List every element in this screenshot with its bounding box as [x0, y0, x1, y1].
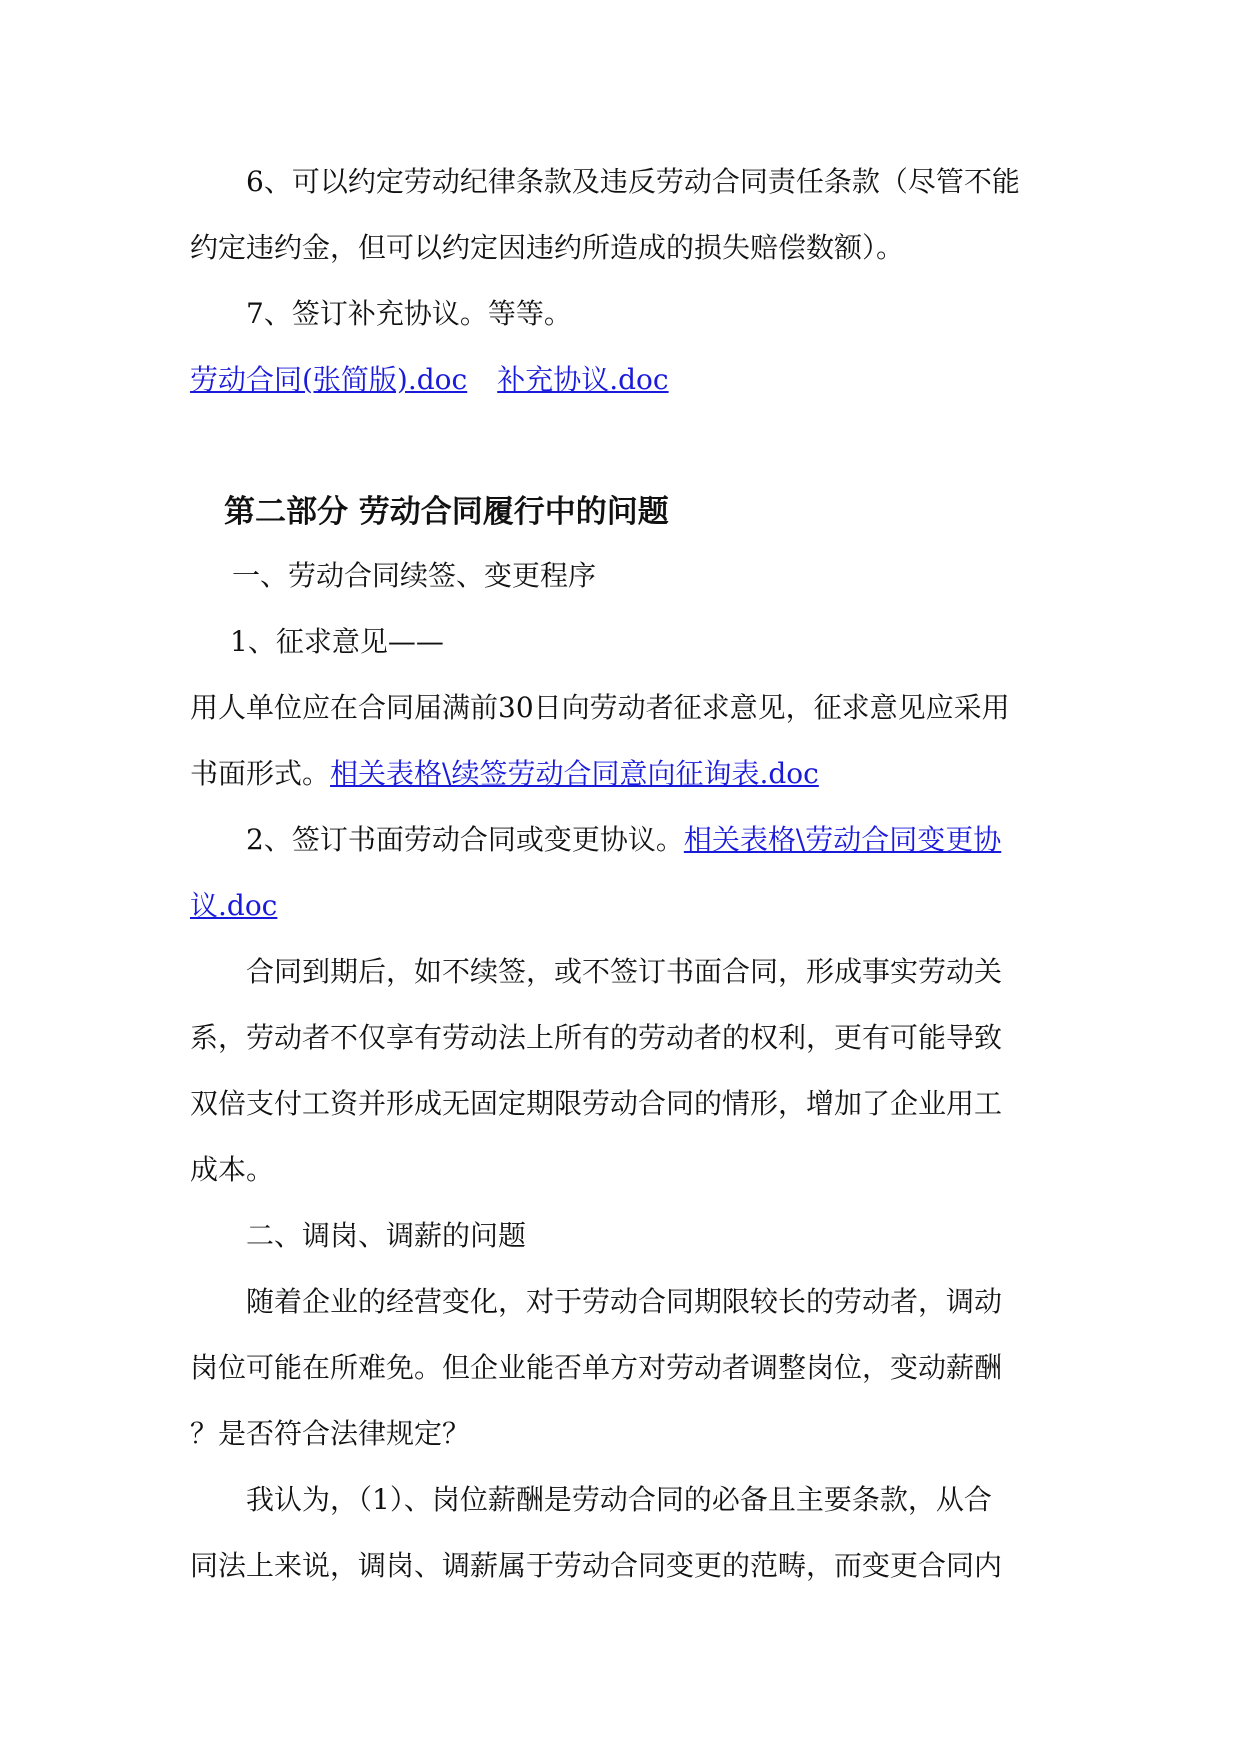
step-1-line-1: 用人单位应在合同届满前30日向劳动者征求意见，征求意见应采用 [190, 691, 1010, 724]
opinion-para-line-1: 我认为，（1）、岗位薪酬是劳动合同的必备且主要条款，从合 [246, 1483, 992, 1516]
section-1-title: 一、劳动合同续签、变更程序 [232, 559, 597, 592]
step-1-title: 1、征求意见—— [230, 625, 444, 658]
part-2-heading: 第二部分 劳动合同履行中的问题 [224, 494, 669, 530]
change-para-line-3: ？是否符合法律规定？ [190, 1417, 471, 1450]
supplement-doc-link[interactable]: 补充协议.doc [497, 363, 669, 396]
section-2-title: 二、调岗、调薪的问题 [246, 1219, 527, 1252]
step-1-line-2 [190, 754, 819, 794]
item-6-line-2: 约定违约金，但可以约定因违约所造成的损失赔偿数额）。 [190, 231, 905, 264]
change-agreement-link[interactable]: 相关表格\劳动合同变更协 [683, 823, 1002, 856]
step-2-line-1 [246, 820, 1001, 860]
expiry-para-line-4: 成本。 [190, 1153, 275, 1186]
expiry-para-line-3: 双倍支付工资并形成无固定期限劳动合同的情形，增加了企业用工 [190, 1087, 1003, 1120]
step-1-text: 书面形式。 [190, 757, 331, 790]
expiry-para-line-1: 合同到期后，如不续签，或不签订书面合同，形成事实劳动关 [246, 955, 1003, 988]
change-para-line-1: 随着企业的经营变化，对于劳动合同期限较长的劳动者，调动 [246, 1285, 1003, 1318]
step-2-line-2 [190, 886, 277, 926]
expiry-para-line-2: 系，劳动者不仅享有劳动法上所有的劳动者的权利，更有可能导致 [190, 1021, 1003, 1054]
attachment-links [190, 360, 669, 400]
step-2-text: 2、签订书面劳动合同或变更协议。 [246, 823, 684, 856]
item-6-line-1: 6、可以约定劳动纪律条款及违反劳动合同责任条款（尽管不能 [246, 165, 1020, 198]
renewal-form-link[interactable]: 相关表格\续签劳动合同意向征询表.doc [330, 757, 819, 790]
item-7: 7、签订补充协议。等等。 [246, 297, 572, 330]
change-agreement-link-cont[interactable]: 议.doc [190, 889, 278, 922]
change-para-line-2: 岗位可能在所难免。但企业能否单方对劳动者调整岗位，变动薪酬 [190, 1351, 1003, 1384]
opinion-para-line-2: 同法上来说，调岗、调薪属于劳动合同变更的范畴，而变更合同内 [190, 1549, 1003, 1582]
contract-doc-link[interactable]: 劳动合同(张简版).doc [190, 363, 468, 396]
